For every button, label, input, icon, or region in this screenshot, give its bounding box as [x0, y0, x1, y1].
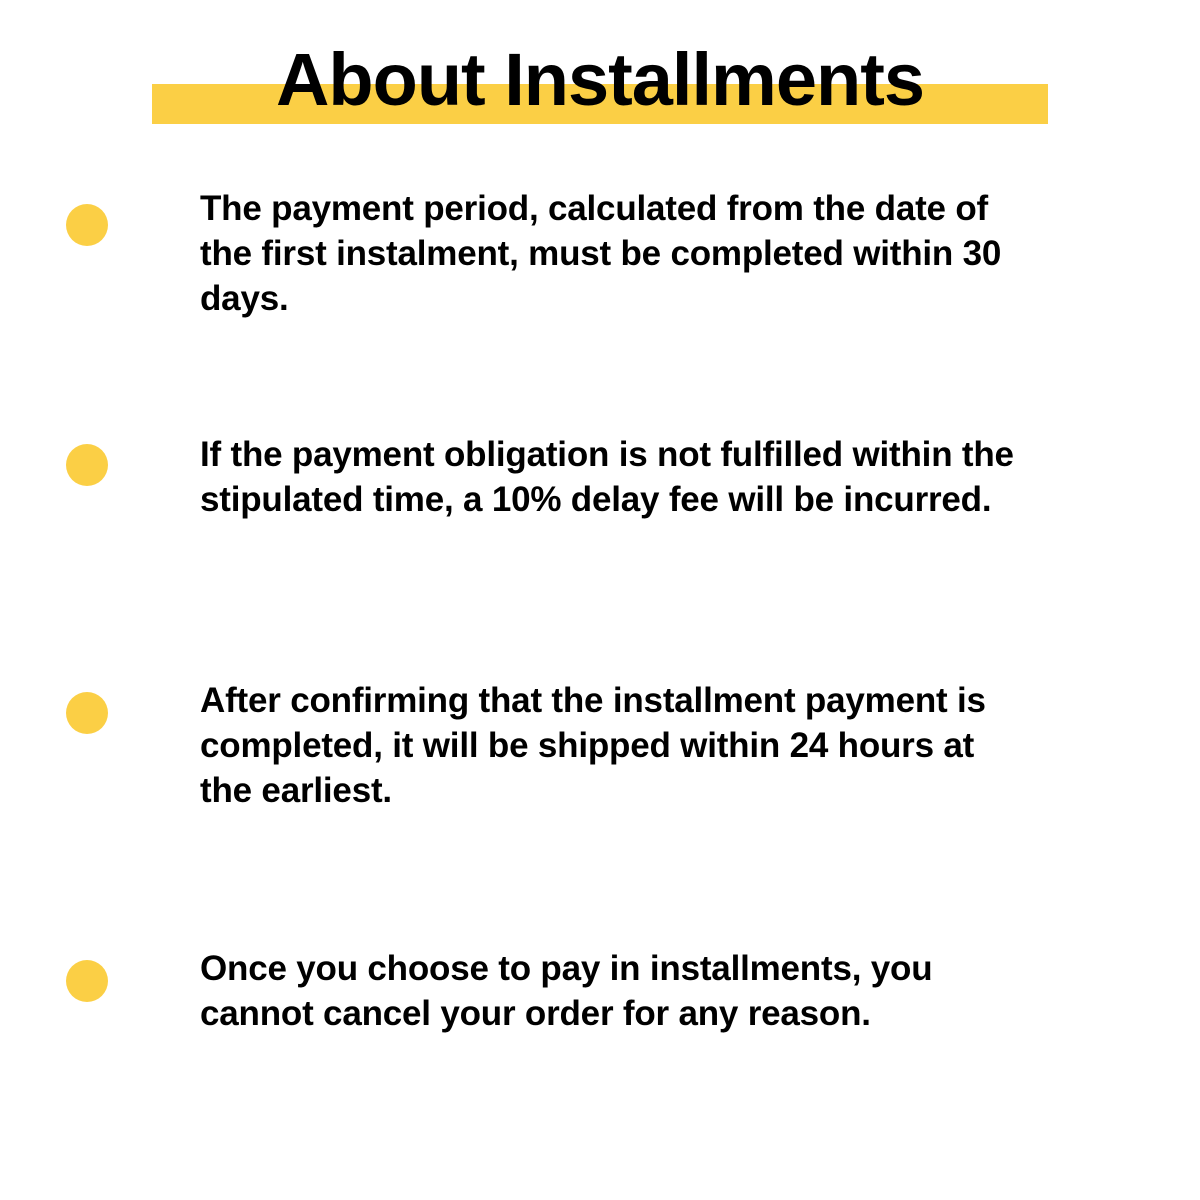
- bullet-text: Once you choose to pay in installments, you cannot cancel your order for any reason.: [200, 949, 933, 1033]
- bullet-text-cell: [200, 186, 1200, 321]
- page-title: About Installments: [275, 38, 925, 121]
- bullet-dot-icon: [66, 692, 108, 734]
- bullet-cell: [0, 678, 200, 734]
- list-item: [0, 678, 1200, 946]
- list-item: [0, 186, 1200, 432]
- bullet-text-cell: [200, 678, 1200, 813]
- bullet-dot-icon: [66, 204, 108, 246]
- bullet-text-cell: [200, 946, 1200, 1036]
- bullet-text: If the payment obligation is not fulfilled within the stipulated time, a 10% delay fee will be incurred.: [200, 435, 1014, 519]
- list-item: [0, 432, 1200, 678]
- bullet-dot-icon: [66, 444, 108, 486]
- list-item: [0, 946, 1200, 1146]
- bullet-text-cell: [200, 432, 1200, 522]
- page-title-block: [0, 0, 1200, 150]
- bullet-cell: [0, 946, 200, 1002]
- bullet-text: After confirming that the installment payment is completed, it will be shipped within 24 hours at the earliest.: [200, 681, 986, 810]
- bullet-text: The payment period, calculated from the date of the first instalment, must be completed within 30 days.: [200, 189, 1002, 318]
- bullet-dot-icon: [66, 960, 108, 1002]
- bullet-cell: [0, 186, 200, 246]
- bullet-list: [0, 186, 1200, 1146]
- bullet-cell: [0, 432, 200, 486]
